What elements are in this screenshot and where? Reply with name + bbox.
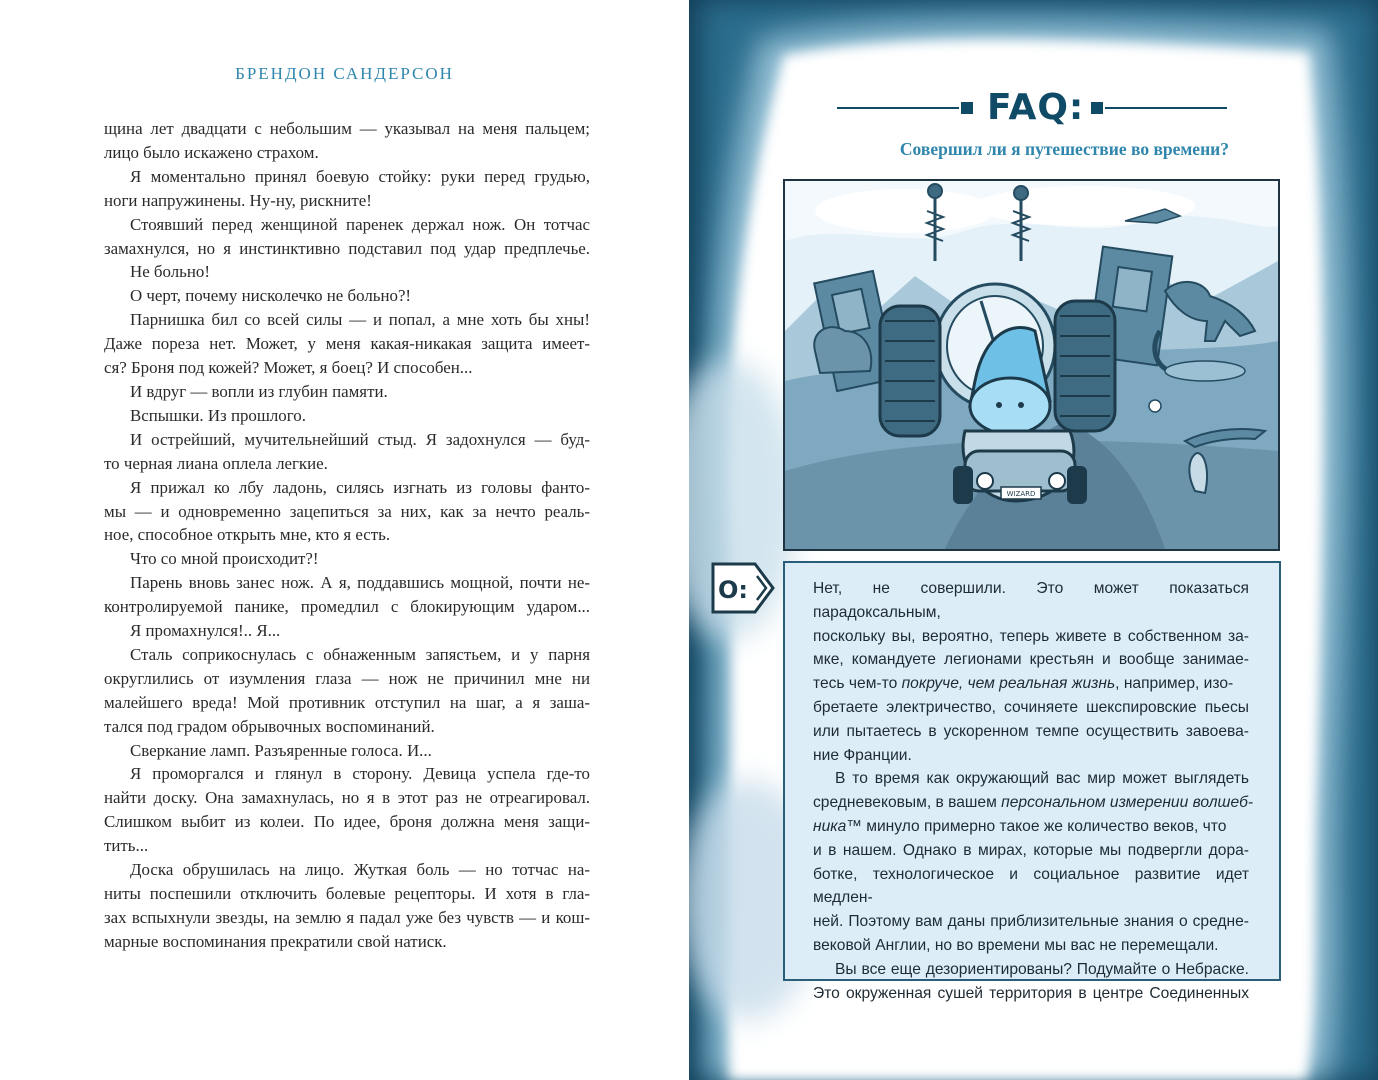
faq-question: Совершил ли я путешествие во времени? bbox=[899, 139, 1229, 159]
text-line: Вспышки. Из прошлого. bbox=[130, 405, 306, 425]
answer-box bbox=[783, 561, 1281, 1002]
text-line: Сверкание ламп. Разъяренные голоса. И... bbox=[130, 740, 432, 760]
heading-rule-right bbox=[1087, 98, 1227, 118]
text-line: Что со мной происходит?! bbox=[130, 549, 319, 569]
text-line: Стоявший перед женщиной паренек держал нож. Он тотчас bbox=[130, 214, 590, 234]
answer-text: , например, изо- bbox=[1115, 675, 1234, 693]
answer-line: бретаете электричество, сочиняете шекспировские пьесы bbox=[813, 698, 1249, 716]
text-line: ся? Броня под кожей? Может, я боец? И способен... bbox=[104, 358, 473, 378]
answer-line bbox=[813, 672, 1249, 696]
answer-text: средневековым, в вашем bbox=[813, 794, 1002, 812]
text-line: ноги напружинены. Ну-ну, рискните! bbox=[104, 190, 372, 210]
text-line: О черт, почему нисколечко не больно?! bbox=[130, 286, 412, 306]
text-line: лицо было искажено страхом. bbox=[104, 142, 319, 162]
answer-text: ™ минуло примерно такое же количество веков, что bbox=[846, 817, 1227, 835]
text-line: округлились от изумления глаза — нож не причинил мне ни bbox=[104, 668, 590, 688]
answer-text: тесь чем-то bbox=[813, 675, 902, 693]
answer-line: мке, командуете легионами крестьян и вообще занимае- bbox=[813, 651, 1249, 669]
text-line: Доска обрушилась на лицо. Жуткая боль — но тотчас на- bbox=[130, 860, 590, 880]
answer-line: В то время как окружающий вас мир может выглядеть bbox=[835, 770, 1249, 788]
answer-line: и в нашем. Однако в мирах, которые мы подвергли дора- bbox=[813, 841, 1249, 859]
answer-line bbox=[813, 815, 1249, 839]
time-machine-illustration bbox=[783, 179, 1280, 551]
illustration-art bbox=[785, 181, 1278, 549]
text-line: марные воспоминания прекратили свой натиск. bbox=[104, 931, 447, 951]
answer-line: ней. Поэтому вам даны приблизительные знания о средне- bbox=[813, 913, 1249, 931]
answer-line: ботке, технологическое и социальное развитие идет медлен- bbox=[813, 865, 1249, 907]
answer-emphasis: покруче, чем реальная жизнь bbox=[901, 675, 1116, 693]
answer-line: ние Франции. bbox=[813, 746, 912, 764]
answer-line: вековой Англии, но во времени мы вас не перемещали. bbox=[813, 936, 1219, 954]
answer-line: Нет, не совершили. Это может показаться парадоксальным, bbox=[813, 580, 1249, 621]
answer-emphasis: ника bbox=[813, 817, 847, 835]
text-line: малейшего вреда! Мой противник отступил на шаг, а я зашa- bbox=[104, 692, 590, 712]
text-line: Парень вновь занес нож. А я, поддавшись мощной, почти не- bbox=[130, 573, 590, 593]
text-line: И вдруг — вопли из глубин памяти. bbox=[130, 381, 388, 401]
answer-badge bbox=[711, 562, 775, 614]
text-line: Даже пореза нет. Может, у меня какая-никакая защита имеет- bbox=[104, 334, 590, 354]
text-line: Я промахнулся!.. Я... bbox=[130, 621, 281, 641]
text-line: Слишком выбит из колеи. По идее, броня должна меня защи- bbox=[104, 812, 590, 832]
right-page bbox=[689, 0, 1378, 1080]
answer-line: Вы все еще дезориентированы? Подумайте о Небраске. bbox=[835, 960, 1249, 978]
answer-line: Это окруженная сушей территория в центре Соединенных bbox=[813, 984, 1249, 1002]
text-line: тался под градом обрывочных воспоминаний. bbox=[104, 716, 435, 736]
license-plate: WIZARD bbox=[1006, 490, 1036, 498]
running-head: БРЕНДОН САНДЕРСОН bbox=[235, 64, 454, 83]
text-line: Парнишка бил со всей силы — и попал, а мне хоть бы хны! bbox=[130, 310, 590, 330]
text-line: Не больно! bbox=[130, 262, 210, 282]
text-line: то черная лиана оплела легкие. bbox=[104, 453, 328, 473]
text-line: И острейший, мучительнейший стыд. Я задохнулся — буд- bbox=[130, 429, 590, 449]
text-line: Сталь соприкоснулась с обнаженным запястьем, и у парня bbox=[130, 644, 590, 664]
heading-rule-left bbox=[837, 98, 977, 118]
text-line: контролируемой панике, промедлил с блокирующим ударом... bbox=[104, 597, 590, 617]
text-line: Я проморгался и глянул в сторону. Девица успела где-то bbox=[130, 764, 590, 784]
text-line: ное, способное открыть мне, кто я есть. bbox=[104, 525, 391, 545]
answer-line bbox=[813, 791, 1254, 815]
faq-heading bbox=[837, 86, 1227, 130]
text-line: замахнулся, но я инстинктивно подставил под удар предплечье. bbox=[104, 238, 590, 258]
text-line: найти доску. Она замахнулась, но я в этот раз не отреагировал. bbox=[104, 788, 590, 808]
text-line: Я прижал ко лбу ладонь, силясь изгнать из головы фанто- bbox=[130, 477, 590, 497]
text-line: ниты поспешили отключить болевые рецепторы. И хотя в гла- bbox=[104, 884, 590, 903]
text-line: мы — и одновременно зацепиться за них, как за нечто реаль- bbox=[104, 501, 590, 521]
text-line: Я моментально принял боевую стойку: руки перед грудью, bbox=[130, 166, 590, 186]
faq-title: FAQ: bbox=[987, 87, 1085, 128]
body-text bbox=[104, 117, 590, 954]
answer-emphasis: персональном измерении волшеб- bbox=[1001, 794, 1254, 812]
answer-badge-label: О: bbox=[718, 576, 748, 604]
text-line: зах вспыхнули звезды, на землю я падал уже без чувств — и кош- bbox=[104, 907, 590, 927]
answer-line: поскольку вы, вероятно, теперь живете в собственном за- bbox=[813, 627, 1249, 645]
answer-line: или пытаетесь в ускоренном темпе осуществить завоева- bbox=[813, 722, 1249, 740]
text-line: щина лет двадцати с небольшим — указывал на меня пальцем; bbox=[104, 119, 590, 138]
text-line: тить... bbox=[104, 836, 149, 856]
